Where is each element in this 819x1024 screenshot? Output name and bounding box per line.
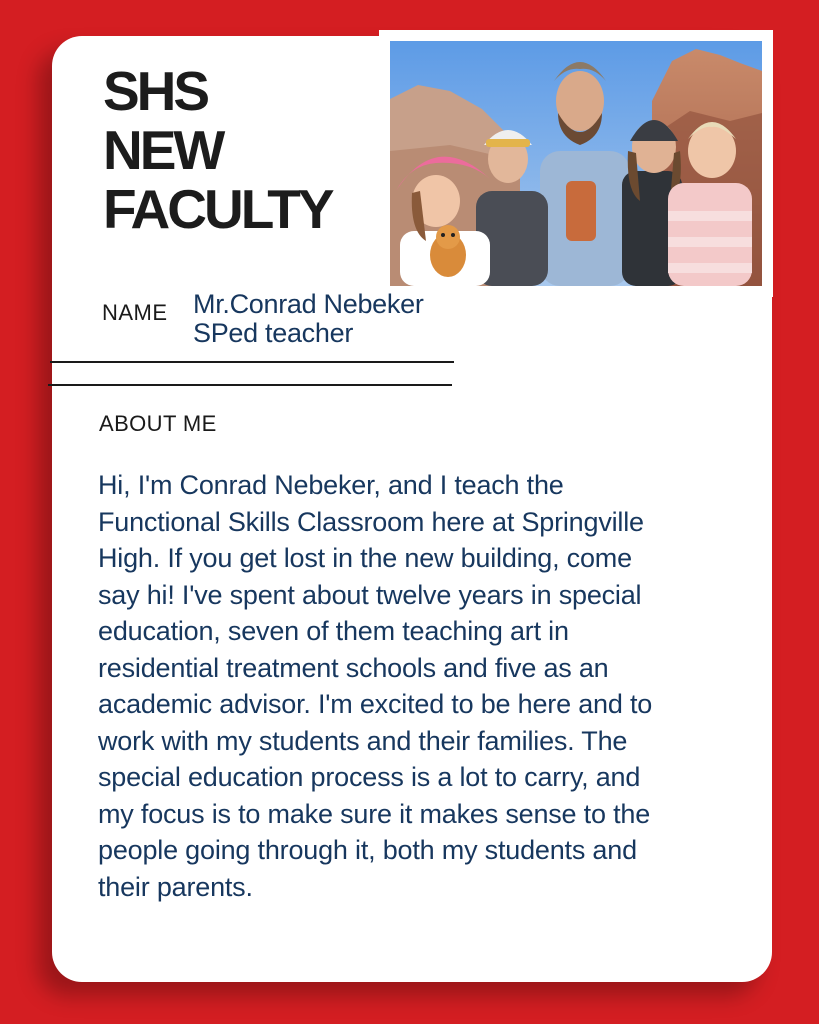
about-me-text: Hi, I'm Conrad Nebeker, and I teach the Functional Skills Classroom here at Springville High. If you get lost in the new building, come say hi! I've spent about twelve years in special education, seven of them teaching art in residential treatment schools and five as an academic advisor. I'm excited to be here and to work with my students and their families. The special education process is a lot to carry, and my focus is to make sure it makes sense to the people going through it, both my students and their parents. [98, 470, 653, 902]
name-label: NAME [102, 300, 168, 325]
teacher-role-line: SPed teacher [193, 318, 354, 348]
title-line-2: NEW [103, 119, 223, 181]
divider-top [50, 361, 454, 363]
title-line-3: FACULTY [103, 178, 332, 240]
teacher-name-line: Mr.Conrad Nebeker [193, 289, 424, 319]
family-photo [390, 41, 762, 286]
teacher-name [193, 290, 424, 348]
about-me-label: ABOUT ME [99, 411, 217, 436]
photo-frame [379, 30, 773, 297]
page-title [103, 62, 403, 239]
divider-bottom [48, 384, 452, 386]
title-line-1: SHS [103, 60, 208, 122]
